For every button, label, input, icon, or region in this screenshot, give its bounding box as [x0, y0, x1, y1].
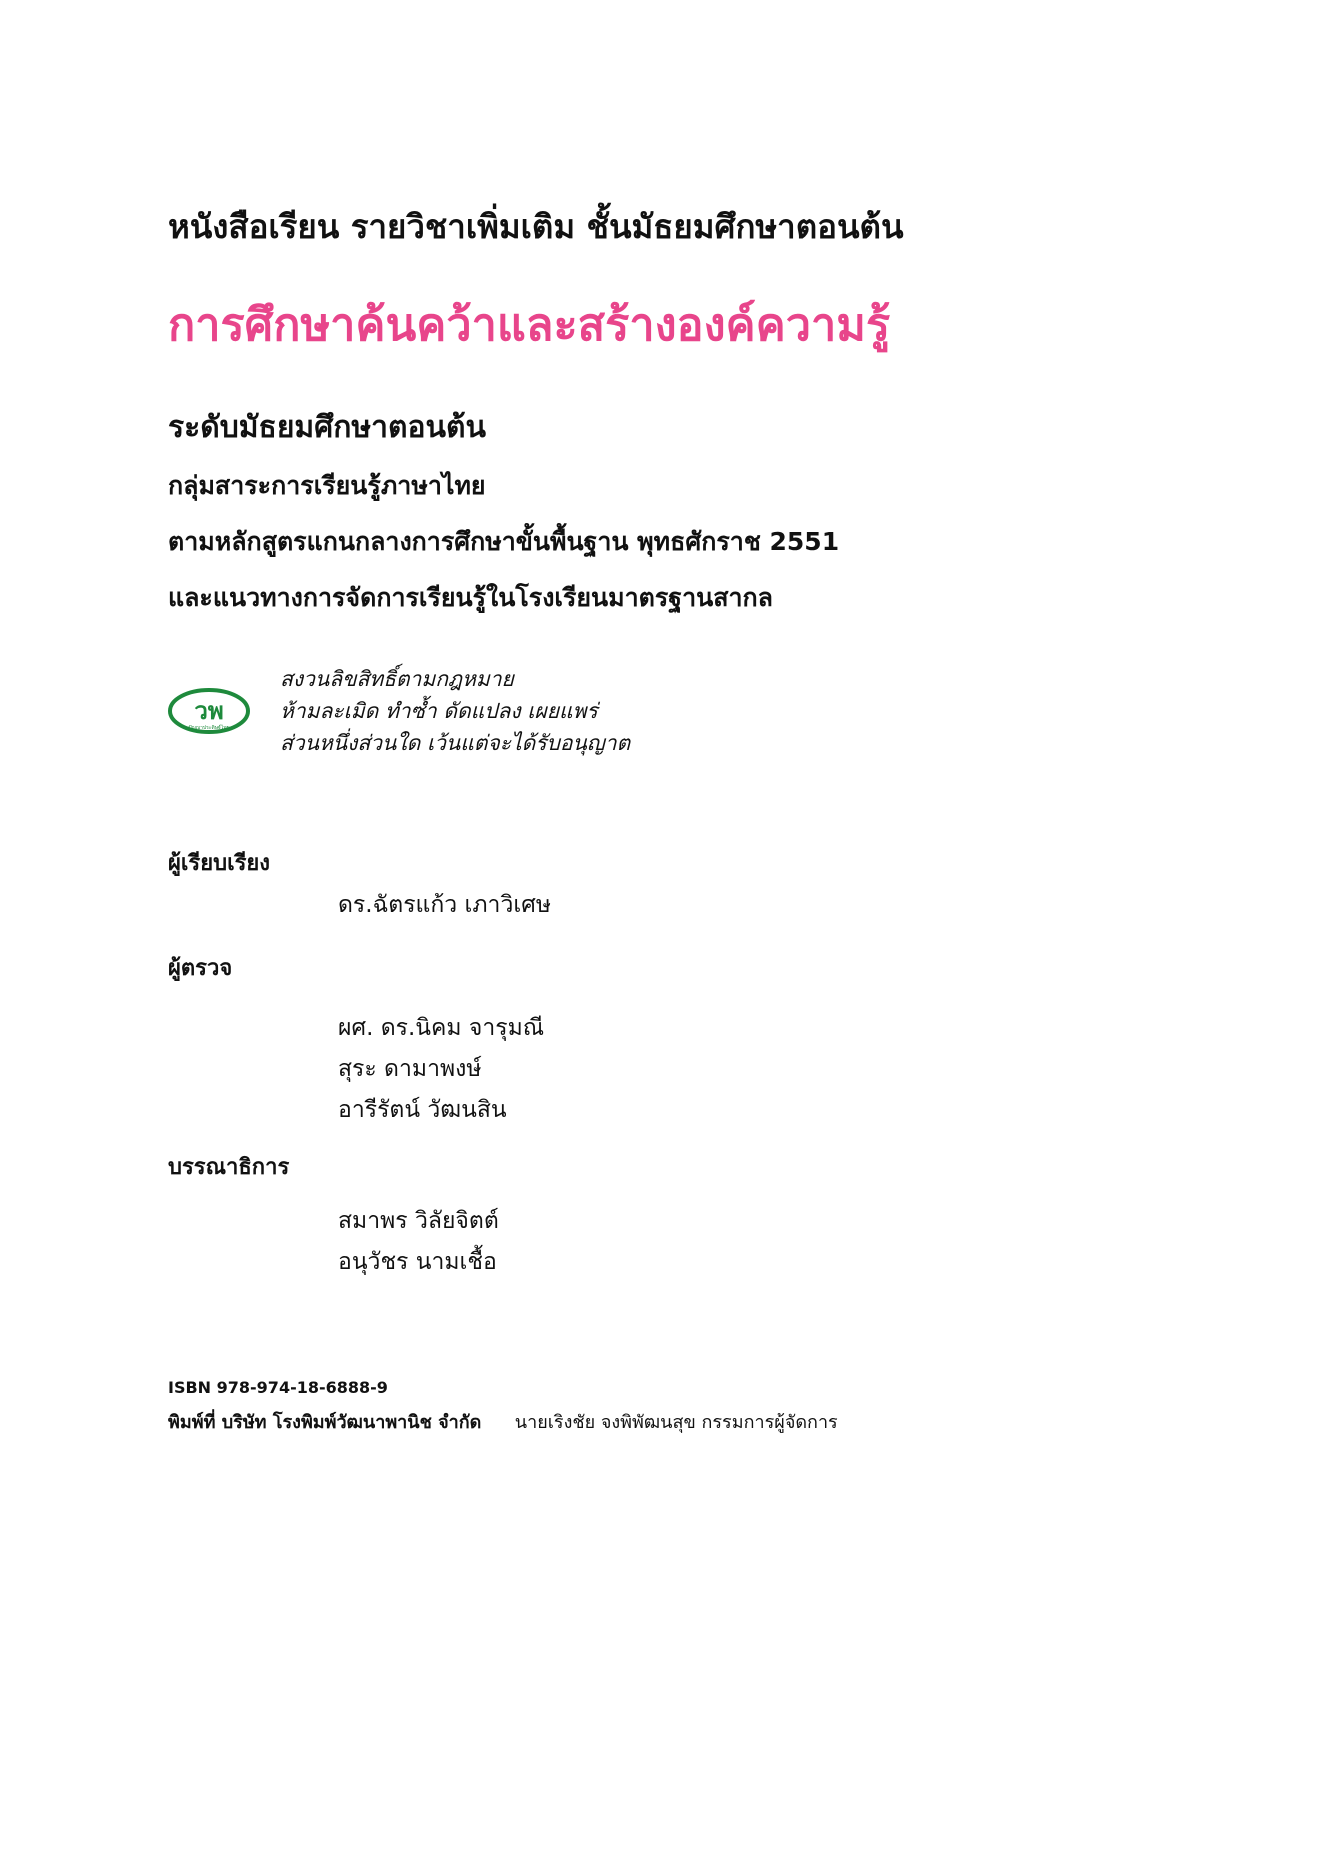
editor-label: บรรณาธิการ	[168, 1155, 290, 1180]
subject-group: กลุ่มสาระการเรียนรู้ภาษาไทย	[168, 471, 486, 500]
reviewer-name: ผศ. ดร.นิคม จารุมณี	[338, 1015, 545, 1041]
copyright-line-1: สงวนลิขสิทธิ์ตามกฎหมาย	[280, 667, 514, 691]
isbn: ISBN 978-974-18-6888-9	[168, 1378, 388, 1397]
author-label: ผู้เรียบเรียง	[168, 851, 271, 876]
copyright-line-3: ส่วนหนึ่งส่วนใด เว้นแต่จะได้รับอนุญาต	[280, 731, 631, 755]
svg-text:ปัญญาประดิษฐ์ไทย: ปัญญาประดิษฐ์ไทย	[188, 725, 230, 731]
author-name: ดร.ฉัตรแก้ว เภาวิเศษ	[338, 892, 552, 918]
editor-name: อนุวัชร นามเชื้อ	[338, 1249, 497, 1275]
reviewer-name: สุระ ดามาพงษ์	[338, 1056, 482, 1082]
book-title: การศึกษาค้นคว้าและสร้างองค์ความรู้	[168, 298, 891, 351]
curriculum-line: ตามหลักสูตรแกนกลางการศึกษาขั้นพื้นฐาน พุทธศักราช 2551	[168, 527, 840, 556]
publisher-logo-icon	[168, 687, 250, 735]
managing-director: นายเริงชัย จงพิพัฒนสุข กรรมการผู้จัดการ	[514, 1412, 838, 1433]
copyright-line-2: ห้ามละเมิด ทำซ้ำ ดัดแปลง เผยแพร่	[280, 699, 598, 723]
reviewer-name: อารีรัตน์ วัฒนสิน	[338, 1097, 507, 1123]
guideline-line: และแนวทางการจัดการเรียนรู้ในโรงเรียนมาตรฐานสากล	[168, 583, 773, 612]
reviewer-label: ผู้ตรวจ	[168, 956, 233, 981]
editor-name: สมาพร วิลัยจิตต์	[338, 1208, 499, 1234]
printer-line	[168, 1407, 838, 1436]
education-level: ระดับมัธยมศึกษาตอนต้น	[168, 410, 487, 445]
svg-text:วพ: วพ	[194, 697, 224, 725]
printer-name: พิมพ์ที่ บริษัท โรงพิมพ์วัฒนาพานิช จำกัด	[168, 1412, 482, 1433]
series-title: หนังสือเรียน รายวิชาเพิ่มเติม ชั้นมัธยมศึกษาตอนต้น	[168, 207, 904, 246]
